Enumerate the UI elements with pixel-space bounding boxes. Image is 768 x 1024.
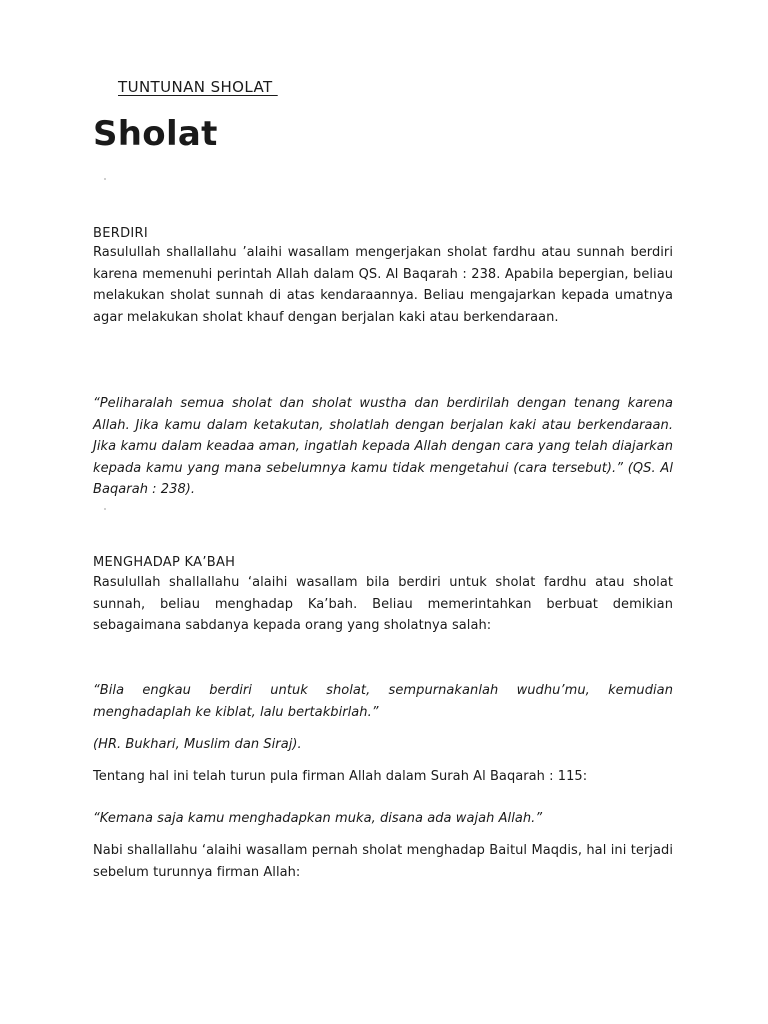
section-heading-menghadap: MENGHADAP KA’BAH — [93, 555, 236, 570]
page-mark — [104, 508, 106, 510]
section-heading-berdiri: BERDIRI — [93, 226, 148, 241]
paragraph-menghadap: Rasulullah shallallahu ‘alaihi wasallam bila berdiri untuk sholat fardhu atau sholat sunnah, beliau menghadap Ka’bah. Beliau memerintahkan berbuat demikian sebagaimana sabdanya kepada orang yang sholatnya salah: — [93, 575, 673, 633]
page-mark — [104, 178, 106, 180]
paragraph-berdiri: Rasulullah shallallahu ’alaihi wasallam mengerjakan sholat fardhu atau sunnah berdiri karena memenuhi perintah Allah dalam QS. Al Baqarah : 238. Apabila bepergian, beliau melakukan sholat sunnah di atas kendaraannya. Beliau mengajarkan kepada umatnya agar melakukan sholat khauf dengan berjalan kaki atau berkendaraan. — [93, 245, 673, 325]
quote-menghadap: “Bila engkau berdiri untuk sholat, sempurnakanlah wudhu’mu, kemudian menghadaplah ke kiblat, lalu bertakbirlah.” — [93, 683, 673, 720]
main-heading: Sholat — [93, 114, 218, 154]
surah-intro: Tentang hal ini telah turun pula firman Allah dalam Surah Al Baqarah : 115: — [93, 769, 588, 784]
document-title: TUNTUNAN SHOLAT — [118, 78, 278, 96]
quote-berdiri: “Peliharalah semua sholat dan sholat wustha dan berdirilah dengan tenang karena Allah. Jika kamu dalam ketakutan, sholatlah dengan berjalan kaki atau berkendaraan. Jika kamu dalam keadaa aman, ingatlah kepada Allah dengan cara yang telah diajarkan kepada kamu yang mana sebelumnya kamu tidak mengetahui (cara tersebut).” (QS. Al Baqarah : 238). — [93, 396, 673, 497]
surah-quote: “Kemana saja kamu menghadapkan muka, disana ada wajah Allah.” — [93, 811, 543, 826]
citation-menghadap: (HR. Bukhari, Muslim dan Siraj). — [93, 737, 302, 752]
closing-paragraph: Nabi shallallahu ‘alaihi wasallam pernah sholat menghadap Baitul Maqdis, hal ini terjadi sebelum turunnya firman Allah: — [93, 843, 673, 880]
